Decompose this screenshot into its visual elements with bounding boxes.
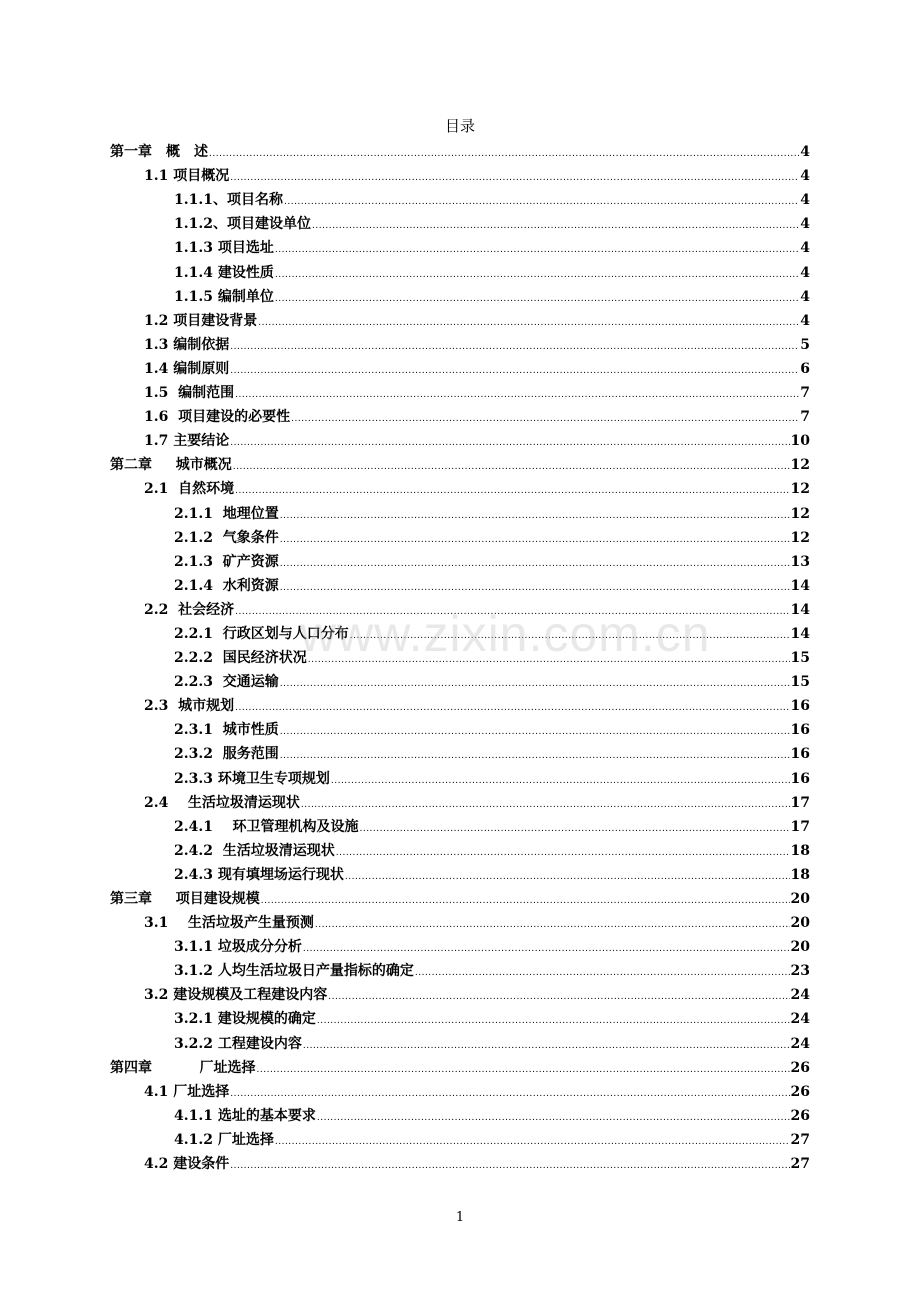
toc-dot-leader bbox=[280, 750, 790, 762]
toc-entry-page: 16 bbox=[790, 722, 810, 739]
toc-entry[interactable] bbox=[174, 933, 810, 957]
toc-entry-title: 1.1.3 项目选址 bbox=[174, 240, 274, 257]
toc-dot-leader bbox=[230, 365, 799, 377]
toc-entry-title: 2.3.2 服务范围 bbox=[174, 746, 279, 763]
toc-entry-title: 1.1.5 编制单位 bbox=[174, 288, 274, 305]
toc-entry-title: 4.1.1 选址的基本要求 bbox=[174, 1107, 316, 1124]
toc-entry[interactable] bbox=[110, 885, 810, 909]
toc-entry[interactable] bbox=[110, 138, 810, 162]
toc-dot-leader bbox=[328, 991, 789, 1003]
toc-entry[interactable] bbox=[110, 1054, 810, 1078]
toc-entry-page: 4 bbox=[800, 192, 810, 209]
toc-dot-leader bbox=[230, 1160, 789, 1172]
toc-dot-leader bbox=[301, 799, 790, 811]
toc-entry[interactable] bbox=[110, 451, 810, 475]
toc-entry-page: 4 bbox=[800, 288, 810, 305]
toc-entry-page: 18 bbox=[790, 842, 810, 859]
toc-entry-page: 20 bbox=[790, 915, 810, 932]
toc-entry-title: 4.1.2 厂址选择 bbox=[174, 1131, 274, 1148]
toc-dot-leader bbox=[280, 510, 790, 522]
toc-entry-page: 4 bbox=[800, 144, 810, 161]
toc-dot-leader bbox=[280, 582, 790, 594]
toc-dot-leader bbox=[317, 1112, 790, 1124]
toc-entry-page: 15 bbox=[790, 674, 810, 691]
toc-entry-title: 2.2 社会经济 bbox=[144, 601, 235, 618]
toc-entry-title: 3.2 建设规模及工程建设内容 bbox=[144, 987, 328, 1004]
toc-dot-leader bbox=[275, 293, 799, 305]
toc-entry[interactable] bbox=[174, 210, 810, 234]
toc-entry[interactable] bbox=[144, 789, 810, 813]
toc-entry-title: 1.4 编制原则 bbox=[144, 360, 230, 377]
toc-entry-page: 12 bbox=[790, 529, 810, 546]
toc-entry[interactable] bbox=[174, 572, 810, 596]
toc-entry-page: 4 bbox=[800, 240, 810, 257]
toc-entry-title: 1.1.4 建设性质 bbox=[174, 264, 274, 281]
toc-entry[interactable] bbox=[144, 162, 810, 186]
toc-entry-title: 第一章 概 述 bbox=[110, 144, 208, 161]
toc-entry-title: 3.2.2 工程建设内容 bbox=[174, 1035, 302, 1052]
toc-entry-page: 12 bbox=[790, 481, 810, 498]
toc-entry[interactable] bbox=[144, 379, 810, 403]
toc-entry[interactable] bbox=[144, 403, 810, 427]
toc-entry-page: 7 bbox=[800, 385, 810, 402]
toc-entry-title: 2.1.1 地理位置 bbox=[174, 505, 279, 522]
toc-entry-title: 1.1 项目概况 bbox=[144, 168, 230, 185]
toc-entry-page: 24 bbox=[790, 1011, 810, 1028]
toc-entry[interactable] bbox=[174, 186, 810, 210]
toc-entry[interactable] bbox=[174, 1029, 810, 1053]
toc-entry[interactable] bbox=[174, 548, 810, 572]
toc-list bbox=[0, 138, 920, 1174]
toc-entry-title: 3.1 生活垃圾产生量预测 bbox=[144, 915, 314, 932]
toc-dot-leader bbox=[235, 485, 789, 497]
toc-dot-leader bbox=[291, 413, 799, 425]
toc-entry[interactable] bbox=[174, 1005, 810, 1029]
toc-entry-title: 2.4 生活垃圾清运现状 bbox=[144, 794, 300, 811]
toc-entry[interactable] bbox=[174, 644, 810, 668]
toc-dot-leader bbox=[284, 196, 799, 208]
toc-entry[interactable] bbox=[174, 499, 810, 523]
toc-entry-page: 15 bbox=[790, 650, 810, 667]
toc-entry-page: 4 bbox=[800, 264, 810, 281]
toc-dot-leader bbox=[275, 1136, 790, 1148]
toc-dot-leader bbox=[275, 244, 799, 256]
toc-entry-page: 27 bbox=[790, 1156, 810, 1173]
toc-entry[interactable] bbox=[144, 1150, 810, 1174]
toc-entry[interactable] bbox=[144, 475, 810, 499]
toc-dot-leader bbox=[230, 437, 789, 449]
toc-dot-leader bbox=[230, 172, 799, 184]
toc-dot-leader bbox=[230, 341, 799, 353]
toc-entry[interactable] bbox=[144, 1078, 810, 1102]
toc-entry[interactable] bbox=[174, 716, 810, 740]
toc-entry-page: 4 bbox=[800, 168, 810, 185]
toc-entry-page: 14 bbox=[790, 601, 810, 618]
toc-entry-page: 23 bbox=[790, 963, 810, 980]
toc-entry-page: 7 bbox=[800, 409, 810, 426]
toc-entry-title: 4.2 建设条件 bbox=[144, 1156, 230, 1173]
toc-entry-page: 5 bbox=[800, 336, 810, 353]
toc-entry-page: 4 bbox=[800, 216, 810, 233]
toc-dot-leader bbox=[280, 534, 790, 546]
toc-entry[interactable] bbox=[174, 258, 810, 282]
toc-entry-page: 17 bbox=[790, 818, 810, 835]
toc-dot-leader bbox=[303, 1040, 790, 1052]
toc-dot-leader bbox=[359, 823, 789, 835]
toc-entry-title: 2.1.3 矿产资源 bbox=[174, 553, 279, 570]
toc-entry[interactable] bbox=[144, 331, 810, 355]
toc-dot-leader bbox=[258, 317, 799, 329]
toc-entry-title: 2.4.2 生活垃圾清运现状 bbox=[174, 842, 335, 859]
toc-entry[interactable] bbox=[144, 692, 810, 716]
toc-entry-page: 16 bbox=[790, 698, 810, 715]
toc-entry-page: 16 bbox=[790, 746, 810, 763]
toc-entry-title: 1.2 项目建设背景 bbox=[144, 312, 258, 329]
toc-entry-page: 13 bbox=[790, 553, 810, 570]
toc-dot-leader bbox=[280, 726, 790, 738]
toc-entry-title: 3.2.1 建设规模的确定 bbox=[174, 1011, 316, 1028]
toc-entry[interactable] bbox=[174, 668, 810, 692]
toc-entry-page: 26 bbox=[790, 1107, 810, 1124]
toc-entry-title: 3.1.1 垃圾成分分析 bbox=[174, 939, 302, 956]
toc-entry[interactable] bbox=[174, 283, 810, 307]
toc-dot-leader bbox=[312, 220, 799, 232]
toc-entry-page: 16 bbox=[790, 770, 810, 787]
watermark: www.zixin.com.cn bbox=[300, 606, 711, 662]
toc-dot-leader bbox=[336, 847, 790, 859]
toc-dot-leader bbox=[235, 606, 789, 618]
toc-entry[interactable] bbox=[174, 1126, 810, 1150]
toc-entry[interactable] bbox=[174, 813, 810, 837]
toc-dot-leader bbox=[317, 1015, 790, 1027]
toc-entry[interactable] bbox=[174, 837, 810, 861]
toc-entry-page: 18 bbox=[790, 866, 810, 883]
toc-entry-title: 2.3.3 环境卫生专项规划 bbox=[174, 770, 330, 787]
toc-entry-title: 1.6 项目建设的必要性 bbox=[144, 409, 291, 426]
toc-dot-leader bbox=[209, 148, 799, 160]
toc-dot-leader bbox=[233, 461, 790, 473]
toc-entry-title: 2.2.1 行政区划与人口分布 bbox=[174, 625, 349, 642]
toc-dot-leader bbox=[261, 895, 790, 907]
toc-entry-title: 2.3.1 城市性质 bbox=[174, 722, 279, 739]
toc-entry-title: 第二章 城市概况 bbox=[110, 457, 232, 474]
toc-title: 目录 bbox=[444, 117, 475, 135]
toc-entry-page: 14 bbox=[790, 577, 810, 594]
toc-dot-leader bbox=[280, 558, 790, 570]
toc-dot-leader bbox=[230, 1088, 789, 1100]
toc-entry-title: 1.3 编制依据 bbox=[144, 336, 230, 353]
toc-entry-title: 2.1.4 水利资源 bbox=[174, 577, 279, 594]
toc-entry-page: 20 bbox=[790, 891, 810, 907]
toc-entry-title: 2.4.1 环卫管理机构及设施 bbox=[174, 818, 359, 835]
toc-entry-title: 2.1 自然环境 bbox=[144, 481, 235, 498]
toc-entry-page: 6 bbox=[800, 360, 810, 377]
toc-entry-title: 2.4.3 现有填埋场运行现状 bbox=[174, 866, 344, 883]
toc-entry-page: 27 bbox=[790, 1131, 810, 1148]
toc-entry[interactable] bbox=[144, 355, 810, 379]
toc-entry[interactable] bbox=[174, 740, 810, 764]
toc-entry-title: 1.7 主要结论 bbox=[144, 433, 230, 450]
toc-entry-title: 第三章 项目建设规模 bbox=[110, 891, 260, 907]
toc-entry-page: 20 bbox=[790, 939, 810, 956]
toc-dot-leader bbox=[303, 943, 790, 955]
toc-dot-leader bbox=[331, 775, 790, 787]
toc-dot-leader bbox=[257, 1064, 790, 1076]
toc-entry[interactable] bbox=[144, 981, 810, 1005]
toc-entry[interactable] bbox=[174, 861, 810, 885]
toc-dot-leader bbox=[275, 269, 799, 281]
toc-entry-title: 第四章 厂址选择 bbox=[110, 1059, 256, 1076]
toc-entry-title: 1.1.1、项目名称 bbox=[174, 192, 283, 209]
toc-entry-title: 1.5 编制范围 bbox=[144, 385, 235, 402]
toc-dot-leader bbox=[235, 702, 789, 714]
toc-entry-page: 26 bbox=[790, 1083, 810, 1100]
toc-entry[interactable] bbox=[174, 524, 810, 548]
toc-entry-title: 4.1 厂址选择 bbox=[144, 1083, 230, 1100]
toc-entry-page: 14 bbox=[790, 625, 810, 642]
toc-dot-leader bbox=[350, 630, 790, 642]
toc-entry[interactable] bbox=[174, 764, 810, 788]
toc-entry-title: 2.1.2 气象条件 bbox=[174, 529, 279, 546]
toc-entry-page: 12 bbox=[790, 505, 810, 522]
toc-entry[interactable] bbox=[144, 427, 810, 451]
toc-entry-page: 4 bbox=[800, 312, 810, 329]
toc-entry[interactable] bbox=[174, 1102, 810, 1126]
toc-entry-page: 24 bbox=[790, 987, 810, 1004]
toc-entry-title: 2.2.2 国民经济状况 bbox=[174, 650, 307, 667]
toc-dot-leader bbox=[280, 678, 790, 690]
toc-dot-leader bbox=[315, 919, 790, 931]
toc-dot-leader bbox=[308, 654, 790, 666]
toc-entry[interactable] bbox=[174, 957, 810, 981]
toc-entry-page: 17 bbox=[790, 794, 810, 811]
toc-entry[interactable] bbox=[174, 234, 810, 258]
toc-entry-title: 3.1.2 人均生活垃圾日产量指标的确定 bbox=[174, 963, 414, 980]
toc-dot-leader bbox=[345, 871, 790, 883]
toc-entry-title: 1.1.2、项目建设单位 bbox=[174, 216, 311, 233]
toc-entry-page: 10 bbox=[790, 433, 810, 450]
toc-entry-page: 24 bbox=[790, 1035, 810, 1052]
toc-entry-title: 2.2.3 交通运输 bbox=[174, 674, 279, 691]
toc-entry-title: 2.3 城市规划 bbox=[144, 698, 235, 715]
toc-entry-page: 12 bbox=[790, 457, 810, 474]
toc-entry[interactable] bbox=[144, 307, 810, 331]
toc-entry[interactable] bbox=[144, 596, 810, 620]
toc-entry-page: 26 bbox=[790, 1059, 810, 1076]
page-number: 1 bbox=[455, 1210, 465, 1225]
toc-entry[interactable] bbox=[174, 620, 810, 644]
toc-dot-leader bbox=[415, 967, 790, 979]
toc-dot-leader bbox=[235, 389, 799, 401]
toc-entry[interactable] bbox=[144, 909, 810, 933]
